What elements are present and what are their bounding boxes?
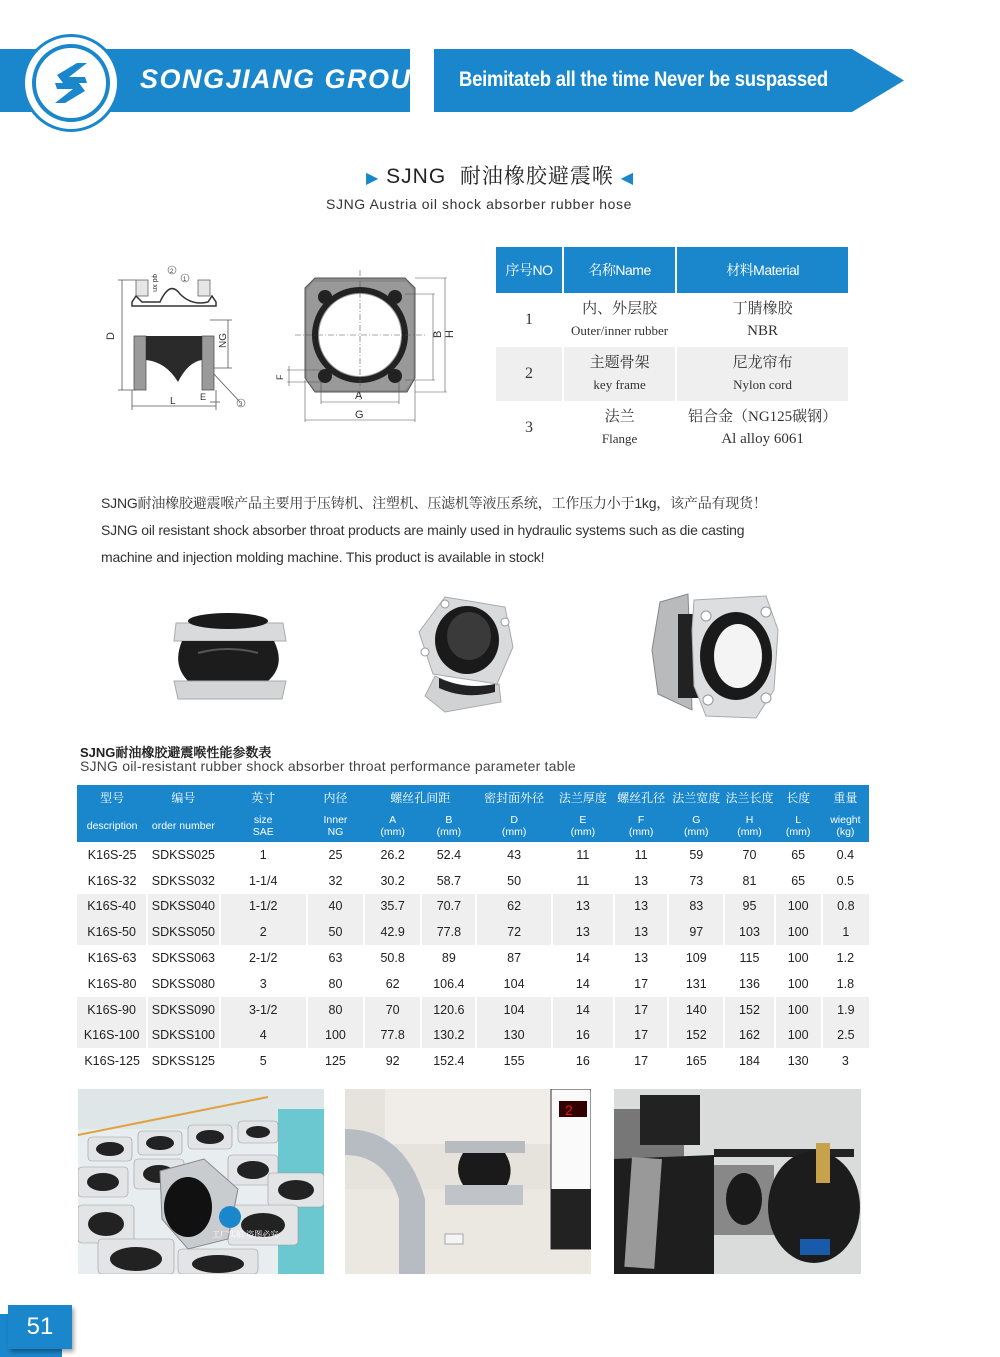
table-cell: 104 — [476, 997, 551, 1023]
table-cell: 13 — [614, 894, 668, 920]
col-cn-inch: 英寸 — [220, 785, 307, 810]
brand-name: SONGJIANG GROUP — [140, 64, 432, 94]
table-cell: 120.6 — [421, 997, 476, 1023]
table-cell: 62 — [476, 894, 551, 920]
table-cell: 165 — [685, 1054, 707, 1069]
table-cell: 106.4 — [433, 976, 465, 991]
table-cell: 50.8 — [380, 951, 405, 966]
table-cell: 17 — [634, 1054, 649, 1069]
table-cell: 155 — [503, 1054, 525, 1069]
col-cn-length: 长度 — [775, 785, 822, 810]
col-cn-weight: 重量 — [822, 785, 869, 810]
table-cell: 70 — [364, 997, 421, 1023]
table-cell: 89 — [441, 951, 456, 966]
label-D: D — [105, 332, 117, 340]
table-cell: 184 — [739, 1054, 760, 1069]
table-cell: SDKSS080 — [151, 976, 216, 991]
table-cell: 2.5 — [822, 1023, 869, 1049]
side-view-drawing — [100, 250, 260, 420]
table-cell: 58.7 — [436, 873, 462, 888]
table-cell: 152 — [724, 997, 774, 1023]
svg-text:1: 1 — [183, 277, 187, 283]
table-cell: 1.9 — [822, 997, 869, 1023]
table-cell: 11 — [576, 873, 590, 888]
table-row — [77, 971, 869, 997]
table-row — [77, 868, 869, 894]
table-cell: 30.2 — [380, 873, 405, 888]
table-cell: 115 — [739, 951, 760, 966]
equipment-photo — [614, 1089, 861, 1274]
machine-install-photo — [345, 1089, 591, 1274]
table-cell: 43 — [507, 847, 522, 862]
product-photo-angled — [415, 592, 515, 722]
table-cell: 92 — [385, 1054, 400, 1069]
label-G: G — [355, 409, 364, 421]
page-number: 51 — [8, 1305, 72, 1349]
table-cell: 100 — [307, 1023, 364, 1049]
table-cell: 1 — [259, 847, 267, 862]
table-cell: 16 — [552, 1023, 614, 1049]
table-cell: 62 — [385, 976, 400, 991]
table-cell: 100 — [787, 976, 809, 991]
table-cell: K16S-80 — [87, 976, 137, 991]
table-cell: 17 — [634, 976, 649, 991]
table-cell: 70 — [742, 847, 757, 862]
table-cell: 25 — [328, 847, 343, 862]
table-cell: SDKSS100 — [147, 1023, 219, 1049]
table-cell: 42.9 — [364, 919, 421, 945]
table-cell: K16S-125 — [84, 1054, 140, 1069]
table-cell: 1-1/2 — [220, 894, 307, 920]
table-cell: 80 — [328, 976, 343, 991]
table-cell: 14 — [552, 997, 614, 1023]
table-cell: SDKSS090 — [147, 997, 219, 1023]
table-cell: 2-1/2 — [248, 951, 278, 966]
product-photo-front — [648, 590, 783, 720]
col-cn-flange-width: 法兰宽度 — [668, 785, 724, 810]
table-cell: 16 — [575, 1054, 590, 1069]
table-cell: 14 — [575, 976, 590, 991]
header-material: 材料Material — [677, 247, 848, 293]
header-no: 序号NO — [496, 247, 562, 293]
table-cell: 80 — [307, 997, 364, 1023]
table-cell: 1 — [822, 919, 869, 945]
company-logo — [22, 34, 120, 132]
table-row — [77, 842, 869, 868]
triangle-left-icon: ◀ — [620, 170, 634, 187]
table-cell: 13 — [634, 951, 649, 966]
col-cn-flange-thickness: 法兰厚度 — [552, 785, 614, 810]
table-cell: 72 — [476, 919, 551, 945]
table-row — [77, 919, 869, 945]
front-view-drawing — [265, 270, 475, 430]
product-photo-side — [168, 595, 293, 710]
svg-text:2: 2 — [170, 269, 174, 275]
table-cell: 77.8 — [364, 1023, 421, 1049]
label-E: E — [200, 392, 207, 402]
col-en-size: size SAE — [220, 810, 307, 842]
col-en-b: B (mm) — [421, 810, 476, 842]
photo-watermark: 工厂实拍 盗图必究 — [212, 1230, 279, 1239]
triangle-right-icon: ▶ — [366, 170, 380, 187]
table-cell: 83 — [668, 894, 724, 920]
col-en-weight: wieght (kg) — [822, 810, 869, 842]
table-cell: 65 — [791, 847, 806, 862]
col-en-inner: Inner NG — [307, 810, 364, 842]
col-cn-seal-od: 密封面外径 — [476, 785, 551, 810]
table-cell: K16S-25 — [87, 847, 137, 862]
table-cell: 11 — [576, 847, 590, 862]
table-cell: 1-1/4 — [248, 873, 278, 888]
label-F: F — [275, 374, 285, 380]
table-cell: 1.8 — [836, 976, 855, 991]
col-cn-code: 编号 — [147, 785, 219, 810]
table-cell: 0.8 — [822, 894, 869, 920]
table-cell: K16S-90 — [77, 997, 147, 1023]
table-cell: SDKSS032 — [151, 873, 216, 888]
table-row — [77, 997, 869, 1023]
table-cell: 26.2 — [380, 847, 405, 862]
table-cell: 13 — [552, 894, 614, 920]
table-cell: SDKSS063 — [151, 951, 216, 966]
table-cell: 11 — [634, 847, 648, 862]
svg-text:3: 3 — [239, 402, 243, 408]
col-cn-model: 型号 — [77, 785, 147, 810]
table-cell: 100 — [775, 919, 822, 945]
table-cell: 100 — [775, 1023, 822, 1049]
label-B: B — [432, 330, 444, 338]
material-row: 3 法兰 Flange 铝合金（NG125碳钢） Al alloy 6061 — [525, 409, 838, 447]
logo-s-icon — [43, 55, 99, 111]
table-cell: 3 — [259, 976, 267, 991]
col-cn-bolt-hole: 螺丝孔径 — [614, 785, 668, 810]
label-A: A — [355, 390, 363, 402]
display-digit: 2 — [565, 1102, 573, 1118]
table-cell: 81 — [742, 873, 757, 888]
table-cell: 17 — [614, 1023, 668, 1049]
param-table-title-cn: SJNG耐油橡胶避震喉性能参数表 — [80, 745, 272, 760]
table-cell: SDKSS040 — [147, 894, 219, 920]
header-name: 名称Name — [564, 247, 675, 293]
materials-table — [494, 247, 850, 455]
table-cell: 162 — [724, 1023, 774, 1049]
col-en-d: D (mm) — [476, 810, 551, 842]
table-cell: 0.5 — [836, 873, 855, 888]
table-cell: 70.7 — [421, 894, 476, 920]
col-cn-flange-length: 法兰长度 — [724, 785, 774, 810]
material-row: 2 主题骨架 key frame 尼龙帘布 Nylon cord — [496, 347, 848, 401]
table-cell: K16S-50 — [77, 919, 147, 945]
table-row — [77, 1048, 869, 1074]
col-en-h: H (mm) — [724, 810, 774, 842]
description-cn: SJNG耐油橡胶避震喉产品主要用于压铸机、注塑机、压滤机等液压系统，工作压力小于1kg，该产品有现货！ — [101, 495, 767, 511]
table-cell: 0.4 — [836, 847, 855, 862]
table-cell: 13 — [634, 873, 649, 888]
table-cell: 63 — [328, 951, 343, 966]
table-cell: K16S-32 — [87, 873, 137, 888]
table-cell: SDKSS025 — [151, 847, 216, 862]
page-subtitle: SJNG Austria oil shock absorber rubber hose — [326, 196, 632, 212]
table-cell: 136 — [739, 976, 760, 991]
product-description — [101, 490, 767, 571]
table-cell: K16S-63 — [87, 951, 137, 966]
table-cell: 125 — [325, 1054, 346, 1069]
table-cell: 32 — [328, 873, 343, 888]
table-cell: 65 — [791, 873, 806, 888]
table-cell: K16S-40 — [77, 894, 147, 920]
col-en-f: F (mm) — [614, 810, 668, 842]
table-cell: 40 — [307, 894, 364, 920]
table-cell: 131 — [685, 976, 707, 991]
parameter-table — [77, 785, 869, 1074]
table-cell: 35.7 — [364, 894, 421, 920]
table-cell: 97 — [668, 919, 724, 945]
col-en-e: E (mm) — [552, 810, 614, 842]
table-cell: 3-1/2 — [220, 997, 307, 1023]
table-cell: 52.4 — [436, 847, 462, 862]
table-cell: 87 — [507, 951, 522, 966]
label-phi-d: φd xn — [151, 274, 158, 292]
table-cell: 100 — [775, 997, 822, 1023]
label-L: L — [170, 396, 176, 407]
table-cell: 3 — [841, 1054, 849, 1069]
table-cell: 130 — [476, 1023, 551, 1049]
table-row — [77, 1023, 869, 1049]
table-cell: 14 — [575, 951, 590, 966]
table-cell: SDKSS125 — [151, 1054, 216, 1069]
table-cell: 152.4 — [433, 1054, 465, 1069]
col-en-order: order number — [147, 810, 219, 842]
description-en-2: machine and injection molding machine. This product is available in stock! — [101, 549, 545, 565]
table-cell: 4 — [220, 1023, 307, 1049]
table-cell: SDKSS050 — [147, 919, 219, 945]
table-row — [77, 945, 869, 971]
table-cell: 77.8 — [421, 919, 476, 945]
table-cell: 50 — [507, 873, 522, 888]
table-cell: 13 — [552, 919, 614, 945]
table-cell: 73 — [689, 873, 704, 888]
col-cn-bolt-spacing: 螺丝孔间距 — [364, 785, 476, 810]
table-cell: 17 — [614, 997, 668, 1023]
watermark-logo-icon — [219, 1206, 241, 1228]
col-cn-inner: 内径 — [307, 785, 364, 810]
page-title — [0, 160, 1000, 190]
table-cell: 104 — [503, 976, 525, 991]
table-cell: 130 — [787, 1054, 809, 1069]
col-en-a: A (mm) — [364, 810, 421, 842]
param-table-title-en: SJNG oil-resistant rubber shock absorber throat performance parameter table — [80, 758, 576, 774]
table-cell: 100 — [775, 894, 822, 920]
description-en-1: SJNG oil resistant shock absorber throat products are mainly used in hydraulic systems such as die casting — [101, 522, 745, 538]
table-cell: 109 — [685, 951, 707, 966]
table-cell: 59 — [689, 847, 704, 862]
col-en-l: L (mm) — [775, 810, 822, 842]
table-cell: 140 — [668, 997, 724, 1023]
factory-photo — [78, 1089, 324, 1274]
material-row: 1 内、外层胶 Outer/inner rubber 丁腈橡胶 NBR — [525, 301, 793, 339]
table-cell: K16S-100 — [77, 1023, 147, 1049]
table-cell: 5 — [259, 1054, 267, 1069]
label-NG: NG — [218, 333, 229, 348]
slogan: Beimitateb all the time Never be suspassed — [459, 68, 828, 91]
table-cell: 103 — [724, 919, 774, 945]
label-H: H — [444, 330, 456, 338]
table-row — [77, 894, 869, 920]
table-cell: 1.2 — [836, 951, 855, 966]
title-text: SJNG 耐油橡胶避震喉 — [386, 165, 614, 188]
table-cell: 2 — [220, 919, 307, 945]
col-en-g: G (mm) — [668, 810, 724, 842]
table-cell: 152 — [668, 1023, 724, 1049]
table-cell: 95 — [724, 894, 774, 920]
table-cell: 100 — [787, 951, 809, 966]
table-cell: 13 — [614, 919, 668, 945]
col-en-description: description — [77, 810, 147, 842]
table-cell: 50 — [307, 919, 364, 945]
table-cell: 130.2 — [421, 1023, 476, 1049]
